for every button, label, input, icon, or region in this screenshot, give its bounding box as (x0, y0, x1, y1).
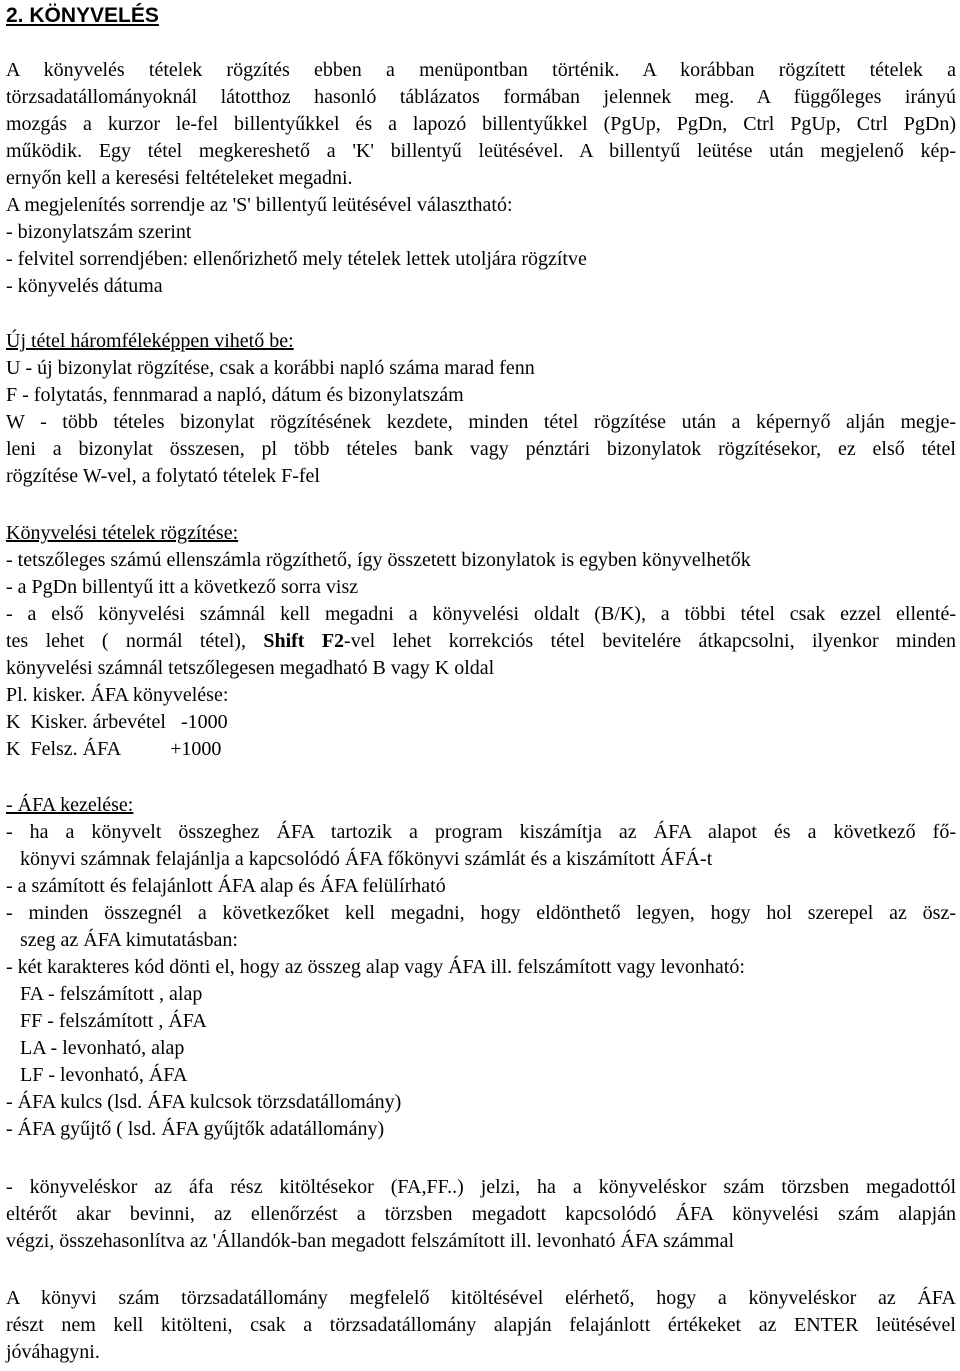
vat-mark-line: - könyveléskor az áfa rész kitöltésekor (FA,FF..) jelzi, ha a könyveléskor szám törzsben megadottól (6, 1176, 956, 1198)
booking-line: - tetszőleges számú ellenszámla rögzíthető, így összetett bizonylatok is egyben könyvelhetők (6, 549, 751, 571)
intro-list-item: - könyvelés dátuma (6, 275, 163, 297)
intro-line: törzsadatállományoknál látotthoz hasonló táblázatos formában jelennek meg. A függőleges irányú (6, 86, 956, 108)
new-item-line: rögzítése W-vel, a folytató tételek F-fel (6, 465, 320, 487)
final-line: részt nem kell kitölteni, csak a törzsadatállomány alapján felajánlott értékeket az ENTER leütésével (6, 1314, 956, 1336)
final-line: jóváhagyni. (6, 1341, 100, 1363)
booking-line: - a első könyvelési számnál kell megadni a könyvelési oldalt (B/K), a többi tétel csak ezzel ellenté- (6, 603, 956, 625)
vat-mark-line: eltérőt akar bevinni, az ellenőrzést a törzsben megadott kapcsolódó ÁFA könyvelési szám alapján (6, 1203, 956, 1225)
vat-line: könyvi számnak felajánlja a kapcsolódó ÁFA főkönyvi számlát és a kiszámított ÁFÁ-t (20, 848, 713, 870)
intro-line: A könyvelés tételek rögzítés ebben a menüpontban történik. A korábban rögzített tételek a (6, 59, 956, 81)
intro-line: mozgás a kurzor le-fel billentyűkkel és a lapozó billentyűkkel (PgUp, PgDn, Ctrl PgUp, Ctrl PgDn) (6, 113, 956, 135)
intro-line: működik. Egy tétel megkereshető a 'K' billentyű leütésével. A billentyű leütése után megjelenő kép- (6, 140, 956, 162)
vat-mark-line: végzi, összehasonlítva az 'Állandók-ban megadott felszámított ill. levonható ÁFA számmal (6, 1230, 735, 1252)
vat-code: FF - felszámított , ÁFA (20, 1010, 207, 1032)
new-item-line: W - több tételes bizonylat rögzítésének kezdete, minden tétel rögzítése után a képernyő alján megje- (6, 411, 956, 433)
vat-line: - két karakteres kód dönti el, hogy az összeg alap vagy ÁFA ill. felszámított vagy levonható: (6, 956, 745, 978)
intro-list-item: - felvitel sorrendjében: ellenőrizhető mely tételek lettek utoljára rögzítve (6, 248, 587, 270)
booking-example-row: K Kisker. árbevétel -1000 (6, 711, 228, 733)
shortcut-shift-f2: Shift F2 (263, 630, 345, 652)
vat-line: - ÁFA kulcs (lsd. ÁFA kulcsok törzsdatállomány) (6, 1091, 402, 1113)
new-item-line: leni a bizonylat összesen, pl több tételes bank vagy pénztári bizonylatok rögzítésekor, ez első tétel (6, 438, 956, 460)
booking-title: Könyvelési tételek rögzítése: (6, 522, 239, 544)
intro-line: A megjelenítés sorrendje az 'S' billentyű leütésével választható: (6, 194, 513, 216)
vat-code: LA - levonható, alap (20, 1037, 185, 1059)
section-heading: 2. KÖNYVELÉS (6, 4, 159, 27)
new-item-title: Új tétel háromféleképpen vihető be: (6, 330, 294, 352)
vat-line: - ha a könyvelt összeghez ÁFA tartozik a program kiszámítja az ÁFA alapot és a következő fő- (6, 821, 956, 843)
booking-line-post: -vel lehet korrekciós tétel bevitelére átkapcsolni, ilyenkor minden (344, 630, 956, 652)
booking-line: könyvelési számnál tetszőlegesen megadható B vagy K oldal (6, 657, 495, 679)
intro-list-item: - bizonylatszám szerint (6, 221, 192, 243)
new-item-line: F - folytatás, fennmarad a napló, dátum és bizonylatszám (6, 384, 464, 406)
intro-line: ernyőn kell a keresési feltételeket megadni. (6, 167, 353, 189)
booking-line-mixed (6, 628, 956, 655)
booking-line-pre: tes lehet ( normál tétel), (6, 630, 264, 652)
vat-line: - ÁFA gyűjtő ( lsd. ÁFA gyűjtők adatállomány) (6, 1118, 385, 1140)
vat-code: LF - levonható, ÁFA (20, 1064, 188, 1086)
vat-line: - minden összegnél a következőket kell megadni, hogy eldönthető legyen, hogy hol szerepel az ösz- (6, 902, 956, 924)
booking-line: - a PgDn billentyű itt a következő sorra visz (6, 576, 359, 598)
vat-line: - a számított és felajánlott ÁFA alap és ÁFA felülírható (6, 875, 446, 897)
booking-example-row: K Felsz. ÁFA +1000 (6, 738, 222, 760)
vat-line: szeg az ÁFA kimutatásban: (20, 929, 238, 951)
vat-title: - ÁFA kezelése: (6, 794, 134, 816)
new-item-line: U - új bizonylat rögzítése, csak a korábbi napló száma marad fenn (6, 357, 535, 379)
booking-example-title: Pl. kisker. ÁFA könyvelése: (6, 684, 229, 706)
final-line: A könyvi szám törzsadatállomány megfelelő kitöltésével elérhető, hogy a könyveléskor az ÁFA (6, 1287, 956, 1309)
vat-code: FA - felszámított , alap (20, 983, 203, 1005)
